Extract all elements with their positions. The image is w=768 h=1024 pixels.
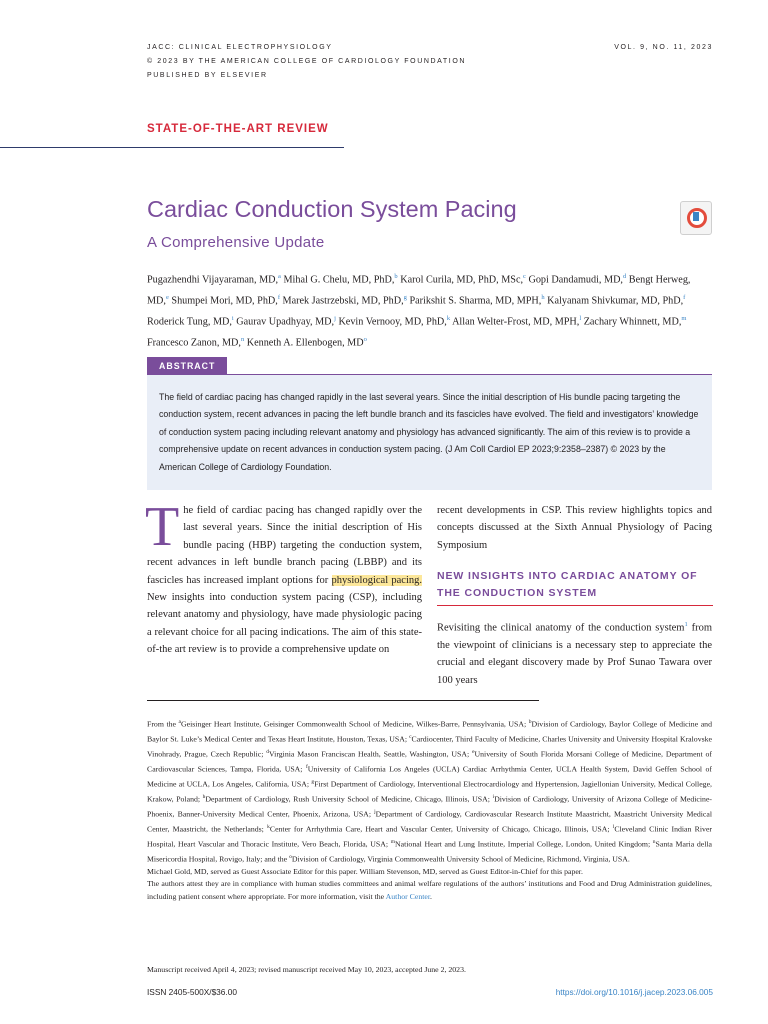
author-name: Gaurav Upadhyay, MD, bbox=[236, 316, 335, 328]
author-name: Kevin Vernooy, MD, PhD, bbox=[338, 316, 447, 328]
volume-info: VOL. 9, NO. 11, 2023 bbox=[614, 44, 713, 51]
section-heading: NEW INSIGHTS INTO CARDIAC ANATOMY OF THE CONDUCTION SYSTEM bbox=[437, 570, 698, 599]
author-name: Roderick Tung, MD, bbox=[147, 316, 232, 328]
affiliation-marker[interactable]: d bbox=[622, 273, 627, 280]
author-name: Karol Curila, MD, PhD, MSc, bbox=[400, 274, 524, 286]
article-subtitle: A Comprehensive Update bbox=[147, 234, 325, 251]
affiliation-marker[interactable]: g bbox=[403, 293, 407, 301]
author-name: Shumpei Mori, MD, PhD, bbox=[171, 295, 278, 307]
author-name: Marek Jastrzebski, MD, PhD, bbox=[282, 295, 404, 307]
crossmark-icon[interactable] bbox=[680, 201, 712, 235]
received-dates: Manuscript received April 4, 2023; revised manuscript received May 10, 2023, accepted June 2, 2023. bbox=[147, 965, 466, 974]
affiliation-marker[interactable]: n bbox=[240, 335, 245, 343]
author-name: Bengt Herweg, MD, bbox=[147, 274, 691, 307]
intro-text: he field of cardiac pacing has changed rapidly over the last several years. Since the initial description of His bundle pacing (HBP) targeting the conduction system, recent advances in left bundle branch pacing (LBBP) and its fascicles has increased implant options for bbox=[147, 505, 422, 586]
affiliation-marker[interactable]: e bbox=[165, 293, 169, 301]
author-name: Allan Welter-Frost, MD, MPH, bbox=[452, 316, 580, 328]
author-name: Mihal G. Chelu, MD, PhD, bbox=[283, 274, 395, 286]
issn: ISSN 2405-500X/$36.00 bbox=[147, 987, 237, 997]
affiliation-marker[interactable]: h bbox=[541, 293, 545, 301]
affiliation-marker[interactable]: b bbox=[394, 273, 398, 280]
footnotes bbox=[147, 716, 712, 903]
author-name: Gopi Dandamudi, MD, bbox=[528, 274, 623, 286]
reference-link[interactable]: 1 bbox=[684, 621, 688, 628]
article-title: Cardiac Conduction System Pacing bbox=[147, 196, 517, 222]
journal-name: JACC: CLINICAL ELECTROPHYSIOLOGY bbox=[147, 44, 333, 51]
editor-note: Michael Gold, MD, served as Guest Associate Editor for this paper. William Stevenson, MD, served as Guest Editor-in-Chief for this paper. bbox=[147, 867, 583, 876]
compliance-note: The authors attest they are in compliance with human studies committees and animal welfare regulations of the authors’ institutions and Food and Drug Administration guidelines, including patient consent where appropriate. For more information, visit the Author Center. bbox=[147, 879, 712, 901]
dropcap: T bbox=[145, 496, 180, 558]
body-column-left bbox=[145, 496, 422, 659]
section-divider bbox=[0, 147, 344, 148]
footnote-divider bbox=[147, 700, 539, 701]
author-name: Zachary Whinnett, MD, bbox=[583, 316, 682, 328]
affiliation-marker[interactable]: i bbox=[231, 314, 234, 322]
article-type-label: STATE-OF-THE-ART REVIEW bbox=[147, 123, 329, 135]
author-center-link[interactable]: Author Center bbox=[385, 891, 431, 901]
affiliation-marker[interactable]: k bbox=[446, 314, 451, 322]
section-heading-rule bbox=[437, 605, 713, 606]
author-name: Kalyanam Shivkumar, MD, PhD, bbox=[547, 295, 684, 307]
copyright-line: © 2023 BY THE AMERICAN COLLEGE OF CARDIOLOGY FOUNDATION bbox=[147, 58, 467, 65]
author-name: Kenneth A. Ellenbogen, MD bbox=[246, 337, 364, 349]
body-column-right-top: recent developments in CSP. This review highlights topics and concepts discussed at the Sixth Annual Physiology of Pacing Symposium bbox=[437, 505, 712, 551]
affiliation-marker[interactable]: f bbox=[277, 293, 280, 301]
intro-text-continued: New insights into conduction system pacing (CSP), including relevant anatomy and physiology, have made physiologic pacing a relevant choice for all pacing indications. The aim of this state-of-the art review is to provide a comprehensive update on bbox=[147, 592, 422, 656]
abstract-label: ABSTRACT bbox=[147, 357, 227, 375]
affiliation-marker[interactable]: c bbox=[523, 273, 526, 280]
author-name: Pugazhendhi Vijayaraman, MD, bbox=[147, 274, 279, 286]
publisher-line: PUBLISHED BY ELSEVIER bbox=[147, 72, 268, 79]
affiliation-marker[interactable]: o bbox=[363, 335, 367, 343]
author-name: Francesco Zanon, MD, bbox=[147, 337, 241, 349]
highlighted-text[interactable]: physiological pacing. bbox=[331, 574, 422, 586]
body-column-right-section: Revisiting the clinical anatomy of the conduction system$^1$ from the viewpoint of clinicians is a necessary step to appreciate the crucial and elegant discovery made by Prof Sunao Tawara over 100 years bbox=[437, 621, 712, 686]
affiliation-marker[interactable]: m bbox=[681, 314, 687, 322]
affiliation-marker[interactable]: f bbox=[683, 293, 686, 301]
affiliation-marker[interactable]: a bbox=[278, 273, 281, 280]
doi-link[interactable]: https://doi.org/10.1016/j.jacep.2023.06.005 bbox=[555, 987, 713, 997]
affiliation-marker[interactable]: l bbox=[579, 314, 582, 322]
affiliations: From the $^a$Geisinger Heart Institute, Geisinger Commonwealth School of Medicine, Wilkes-Barre, Pennsylvania, USA; $^b$Division of Cardiology, Baylor College of Medicine and Baylor St. Luke’s Medical Center and Texas Heart Institute, Houston, Texas, USA; $^c$Cardiocenter, Third Faculty of Medicine, Charles University and University Hospital Kralovske Vinohrady, Prague, Czech Republic; $^d$Virginia Mason Franciscan Health, Seattle, Washington, USA; $^e$University of South Florida Morsani College of Medicine, Department of Cardiovascular Sciences, Tampa, Florida, USA; $^f$University of California Los Angeles (UCLA) Cardiac Arrhythmia Center, UCLA Health System, David Geffen School of Medicine at UCLA, Los Angeles, California, USA; $^g$First Department of Cardiology, Interventional Electrocardiology and Hypertension, Jagiellonian University, Medical College, Krakow, Poland; $^h$Department of Cardiology, Rush University School of Medicine, Chicago, Illinois, USA; $^i$Division of Cardiology, University of Arizona College of Medicine-Phoenix, Banner-University Medical Center, Phoenix, Arizona, USA; $^j$Department of Cardiology, Cardiovascular Research Institute Maastricht, Maastricht University Medical Center, Maastricht, the Netherlands; $^k$Center for Arrhythmia Care, Heart and Vascular Center, University of Chicago, Chicago, Illinois, USA; $^l$Cleveland Clinic Indian River Hospital, Heart Vascular and Thoracic Institute, Vero Beach, Florida, USA; $^m$National Heart and Lung Institute, Imperial College, London, United Kingdom; $^n$Santa Maria della Misericordia Hospital, Rovigo, Italy; and the $^o$Division of Cardiology, Virginia Commonwealth University School of Medicine, Richmond, Virginia, USA. bbox=[147, 719, 713, 864]
author-list bbox=[147, 268, 712, 352]
affiliation-marker[interactable]: j bbox=[334, 314, 336, 322]
author-name: Parikshit S. Sharma, MD, MPH, bbox=[409, 295, 542, 307]
abstract-text: The field of cardiac pacing has changed rapidly in the last several years. Since the initial description of His bundle pacing targeting the conduction system, recent advances in pacing the left bundle branch and its fascicles have evolved. The field and investigators’ knowledge of conduction system pacing including relevant anatomy and physiology has advanced significantly. The aim of this review is to provide a comprehensive update on recent advances in conduction system pacing. (J Am Coll Cardiol EP 2023;9:2358–2387) © 2023 by the American College of Cardiology Foundation. bbox=[159, 392, 699, 472]
